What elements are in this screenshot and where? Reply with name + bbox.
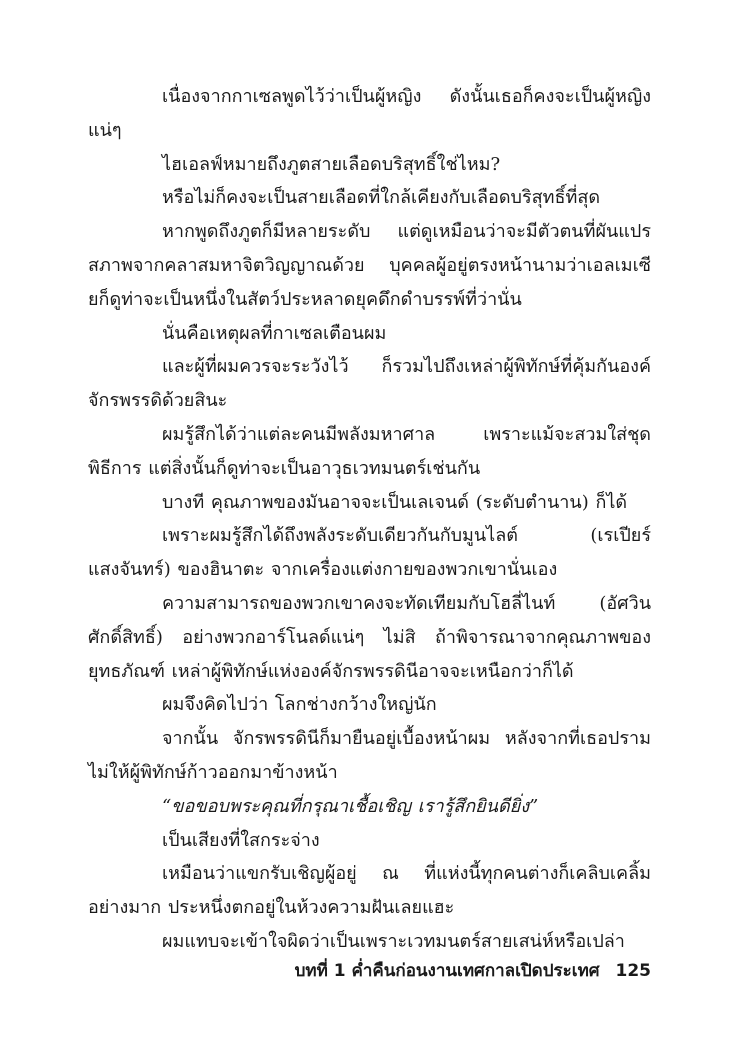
paragraph: ผมจึงคิดไปว่า โลกช่างกว้างใหญ่นัก [162, 694, 437, 716]
paragraph: และผู้ที่ผมควรจะระวังไว้ ก็รวมไปถึงเหล่าผู้พิทักษ์ที่คุ้มกันองค์จักรพรรดิด้วยสินะ [88, 356, 651, 412]
paragraph: เหมือนว่าแขกรับเชิญผู้อยู่ ณ ที่แห่งนี้ทุกคนต่างก็เคลิบเคลิ้มอย่างมาก ประหนึ่งตกอยู่ในห้วงความฝันเลยแฮะ [88, 863, 651, 919]
paragraph: จากนั้น จักรพรรดินีก็มายืนอยู่เบื้องหน้าผม หลังจากที่เธอปรามไม่ให้ผู้พิทักษ์ก้าวออกมาข้างหน้า [88, 728, 651, 783]
chapter-title: บทที่ 1 ค่ำคืนก่อนงานเทศกาลเปิดประเทศ [294, 961, 600, 981]
paragraph: เนื่องจากกาเซลพูดไว้ว่าเป็นผู้หญิง ดังนั้นเธอก็คงจะเป็นผู้หญิงแน่ๆ [88, 86, 651, 141]
paragraph: ผมรู้สึกได้ว่าแต่ละคนมีพลังมหาศาล เพราะแม้จะสวมใส่ชุดพิธีการ แต่สิ่งนั้นก็ดูท่าจะเป็นอาวุธเวทมนตร์เช่นกัน [88, 423, 651, 479]
paragraph: ความสามารถของพวกเขาคงจะทัดเทียมกับโฮลี่ไนท์ (อัศวินศักดิ์สิทธิ์) อย่างพวกอาร์โนลด์แน่ๆ ไม่สิ ถ้าพิจารณาจากคุณภาพของยุทธภัณฑ์ เหล่าผู้พิทักษ์แห่งองค์จักรพรรดินีอาจจะเหนือกว่าก็ได้ [88, 592, 651, 682]
body-text [88, 80, 651, 959]
running-footer [295, 957, 651, 984]
paragraph: ผมแทบจะเข้าใจผิดว่าเป็นเพราะเวทมนตร์สายเสน่ห์หรือเปล่า [162, 930, 625, 952]
paragraph: เป็นเสียงที่ใสกระจ่าง [162, 829, 320, 851]
paragraph: นั่นคือเหตุผลที่กาเซลเตือนผม [162, 322, 387, 344]
paragraph: หากพูดถึงภูตก็มีหลายระดับ แต่ดูเหมือนว่าจะมีตัวตนที่ผันแปรสภาพจากคลาสมหาจิตวิญญาณด้วย บุคคลผู้อยู่ตรงหน้านามว่าเอลเมเซียก็ดูท่าจะเป็นหนึ่งในสัตว์ประหลาดยุคดึกดำบรรพ์ที่ว่านั่น [88, 221, 651, 310]
page-number: 125 [615, 961, 651, 981]
paragraph: ไฮเอลฟ์หมายถึงภูตสายเลือดบริสุทธิ์ใช่ไหม? [162, 153, 501, 175]
paragraph: เพราะผมรู้สึกได้ถึงพลังระดับเดียวกันกับมูนไลต์ (เรเปียร์แสงจันทร์) ของฮินาตะ จากเครื่องแต่งกายของพวกเขานั่นเอง [88, 525, 651, 581]
paragraph: บางที คุณภาพของมันอาจจะเป็นเลเจนด์ (ระดับตำนาน) ก็ได้ [162, 491, 628, 513]
paragraph: หรือไม่ก็คงจะเป็นสายเลือดที่ใกล้เคียงกับเลือดบริสุทธิ์ที่สุด [162, 187, 601, 209]
dialogue-quote: “ขอขอบพระคุณที่กรุณาเชื้อเชิญ เรารู้สึกยินดียิ่ง” [162, 795, 539, 817]
